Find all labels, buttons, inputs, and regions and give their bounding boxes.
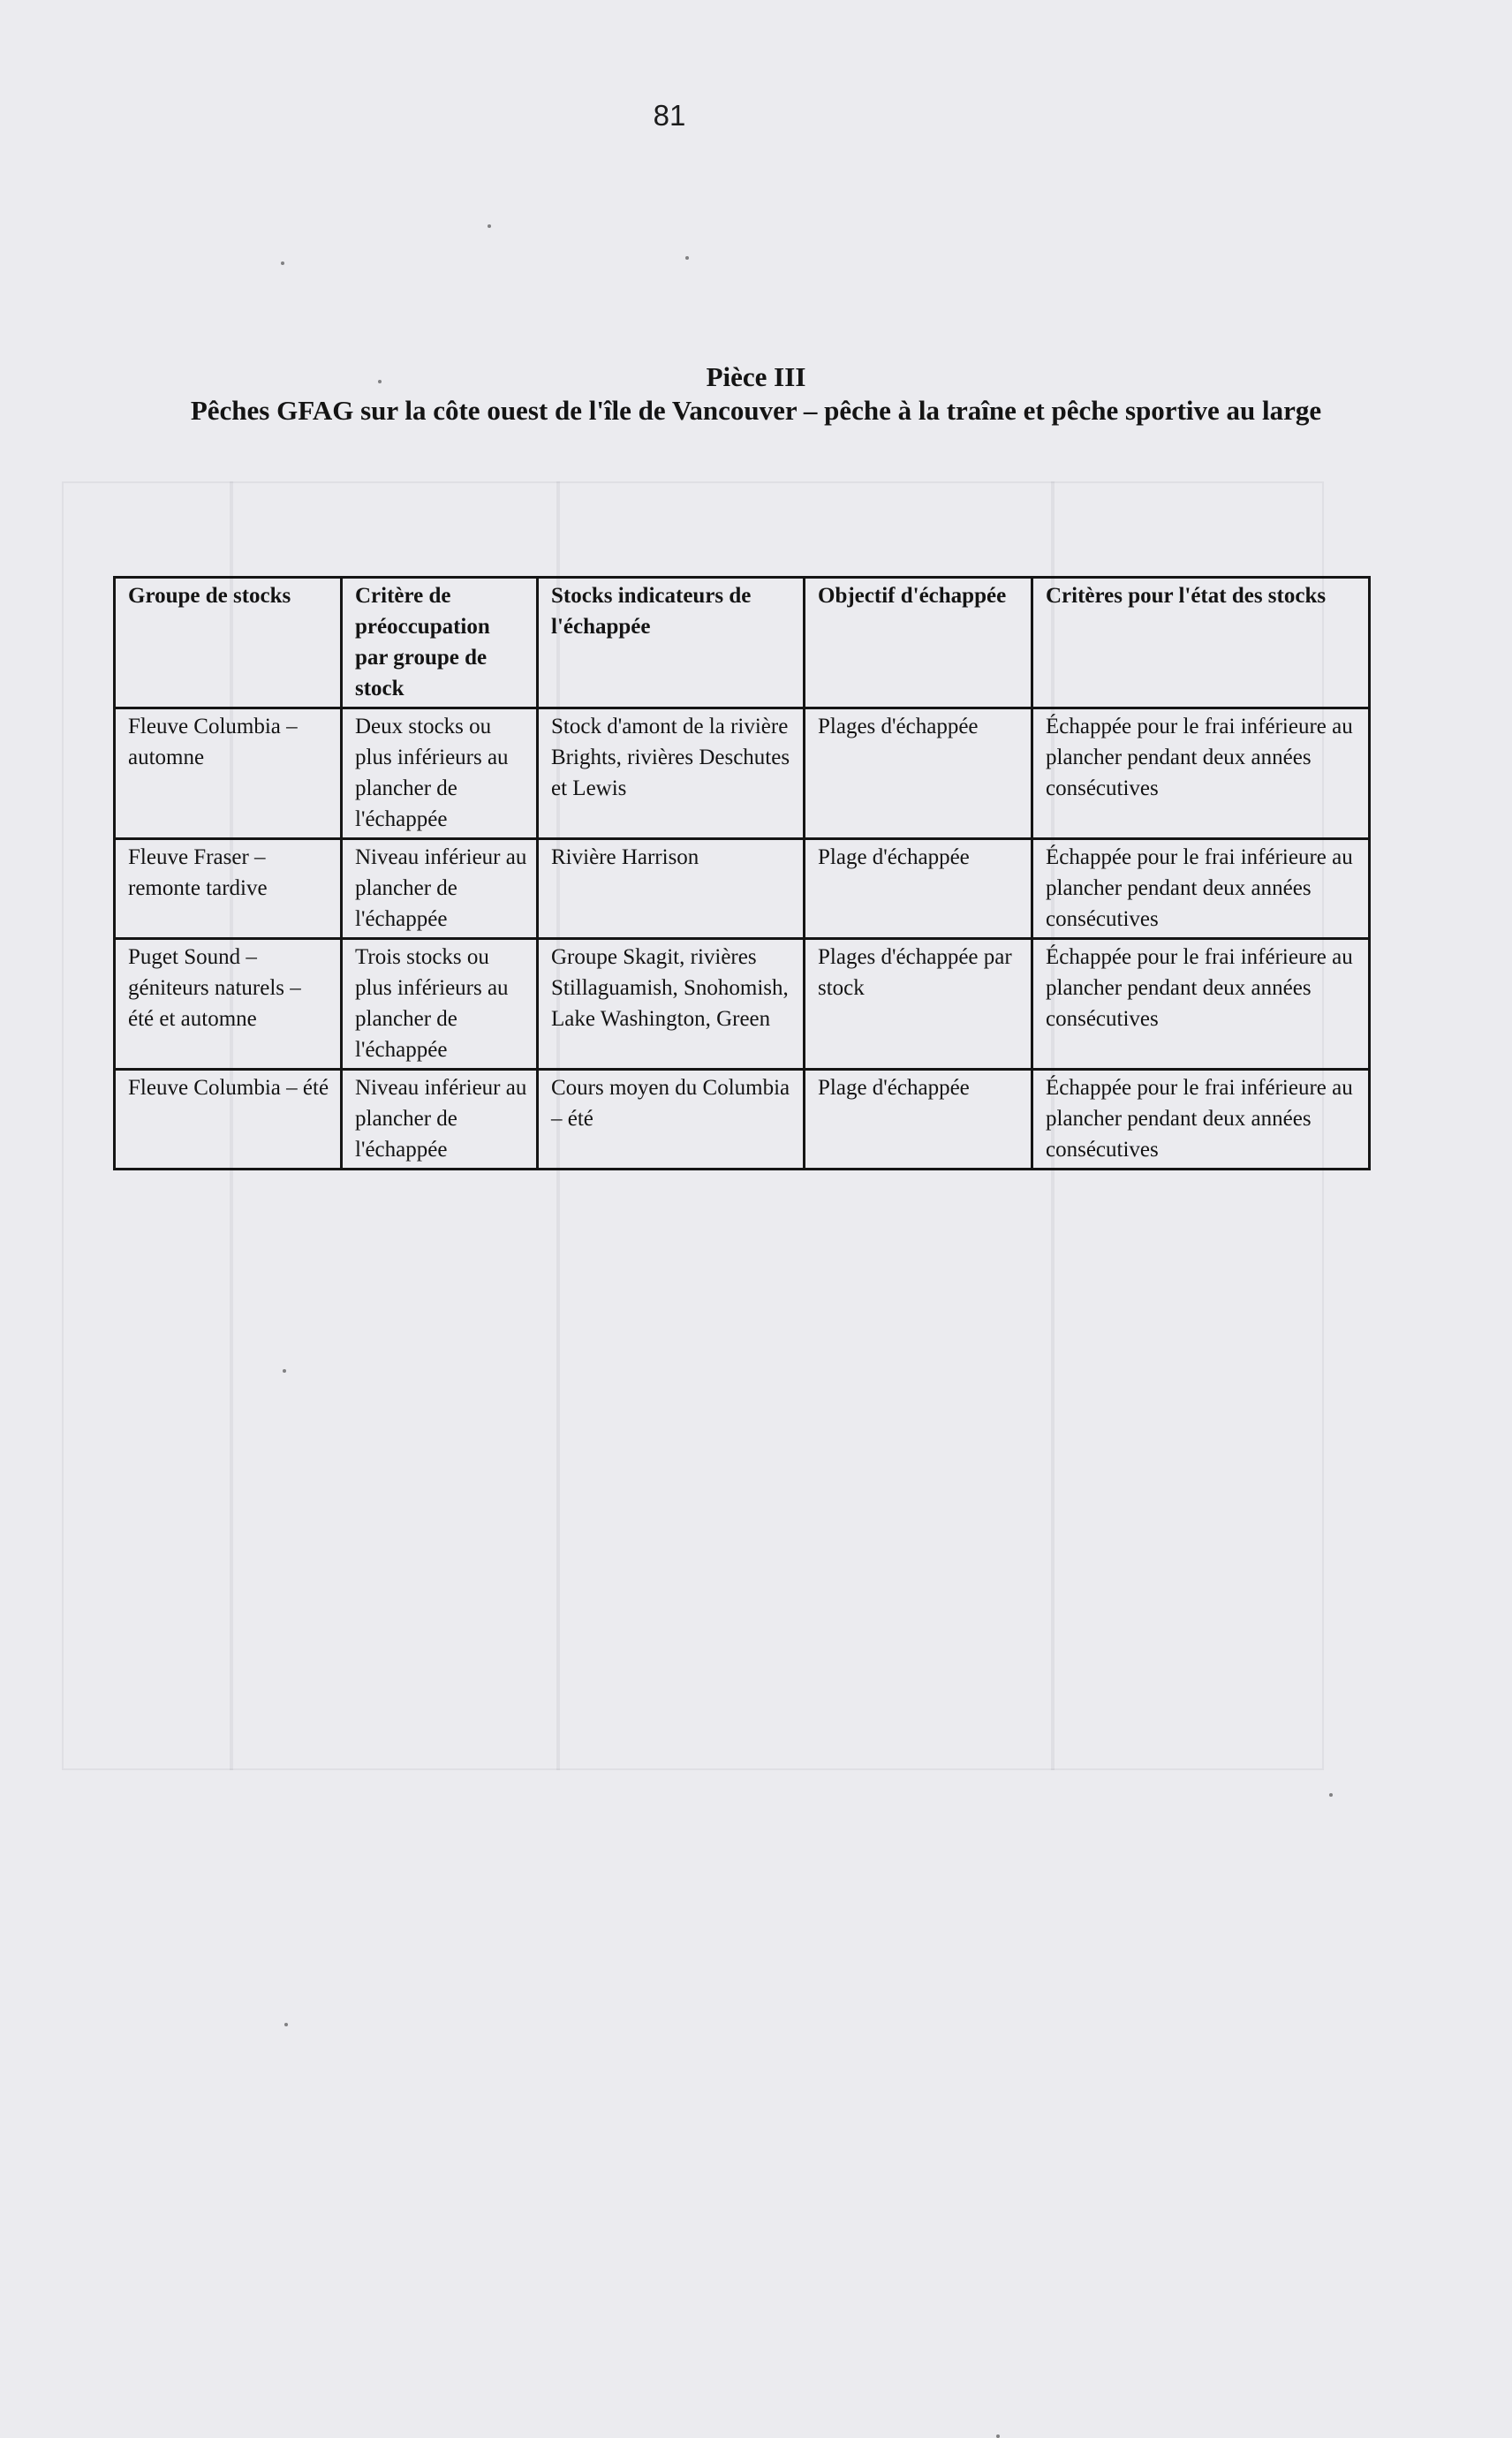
- cell-escapement-goal: Plages d'échappée par stock: [805, 939, 1032, 1070]
- header-escapement-goal: Objectif d'échappée: [805, 578, 1032, 708]
- cell-stock-group: Fleuve Columbia – été: [115, 1070, 342, 1170]
- cell-stock-group: Fleuve Fraser – remonte tardive: [115, 839, 342, 939]
- print-speck: [281, 261, 284, 265]
- table-row: [115, 708, 1370, 839]
- page-title: Pièce III: [706, 361, 806, 392]
- cell-stock-group: Puget Sound – géniteurs naturels – été et automne: [115, 939, 342, 1070]
- cell-status-criteria: Échappée pour le frai inférieure au plancher pendant deux années consécutives: [1032, 1070, 1370, 1170]
- cell-concern-criterion: Deux stocks ou plus inférieurs au plancher de l'échappée: [342, 708, 538, 839]
- cell-escapement-goal: Plage d'échappée: [805, 839, 1032, 939]
- cell-indicator-stocks: Stock d'amont de la rivière Brights, rivières Deschutes et Lewis: [538, 708, 805, 839]
- cell-indicator-stocks: Cours moyen du Columbia – été: [538, 1070, 805, 1170]
- print-speck: [488, 224, 491, 228]
- header-status-criteria: Critères pour l'état des stocks: [1032, 578, 1370, 708]
- table-row: [115, 839, 1370, 939]
- page-number: 81: [653, 99, 686, 132]
- cell-concern-criterion: Niveau inférieur au plancher de l'échappée: [342, 1070, 538, 1170]
- print-speck: [283, 1369, 286, 1373]
- print-speck: [1329, 1793, 1333, 1797]
- page-subtitle: Pêches GFAG sur la côte ouest de l'île de Vancouver – pêche à la traîne et pêche sportive au large: [190, 395, 1322, 426]
- cell-indicator-stocks: Groupe Skagit, rivières Stillaguamish, Snohomish, Lake Washington, Green: [538, 939, 805, 1070]
- cell-status-criteria: Échappée pour le frai inférieure au plancher pendant deux années consécutives: [1032, 708, 1370, 839]
- cell-stock-group: Fleuve Columbia – automne: [115, 708, 342, 839]
- header-concern-criterion: Critère de préoccupation par groupe de stock: [342, 578, 538, 708]
- cell-concern-criterion: Trois stocks ou plus inférieurs au plancher de l'échappée: [342, 939, 538, 1070]
- table-row: [115, 939, 1370, 1070]
- cell-escapement-goal: Plages d'échappée: [805, 708, 1032, 839]
- stock-status-table: [113, 576, 1371, 1170]
- print-speck: [284, 2023, 288, 2026]
- print-speck: [685, 256, 689, 260]
- header-indicator-stocks: Stocks indicateurs de l'échappée: [538, 578, 805, 708]
- cell-status-criteria: Échappée pour le frai inférieure au plancher pendant deux années consécutives: [1032, 939, 1370, 1070]
- cell-status-criteria: Échappée pour le frai inférieure au plancher pendant deux années consécutives: [1032, 839, 1370, 939]
- table-header-row: [115, 578, 1370, 708]
- cell-concern-criterion: Niveau inférieur au plancher de l'échappée: [342, 839, 538, 939]
- header-stock-group: Groupe de stocks: [115, 578, 342, 708]
- cell-escapement-goal: Plage d'échappée: [805, 1070, 1032, 1170]
- print-speck: [996, 2434, 1000, 2438]
- table-row: [115, 1070, 1370, 1170]
- title-block: [177, 360, 1335, 428]
- cell-indicator-stocks: Rivière Harrison: [538, 839, 805, 939]
